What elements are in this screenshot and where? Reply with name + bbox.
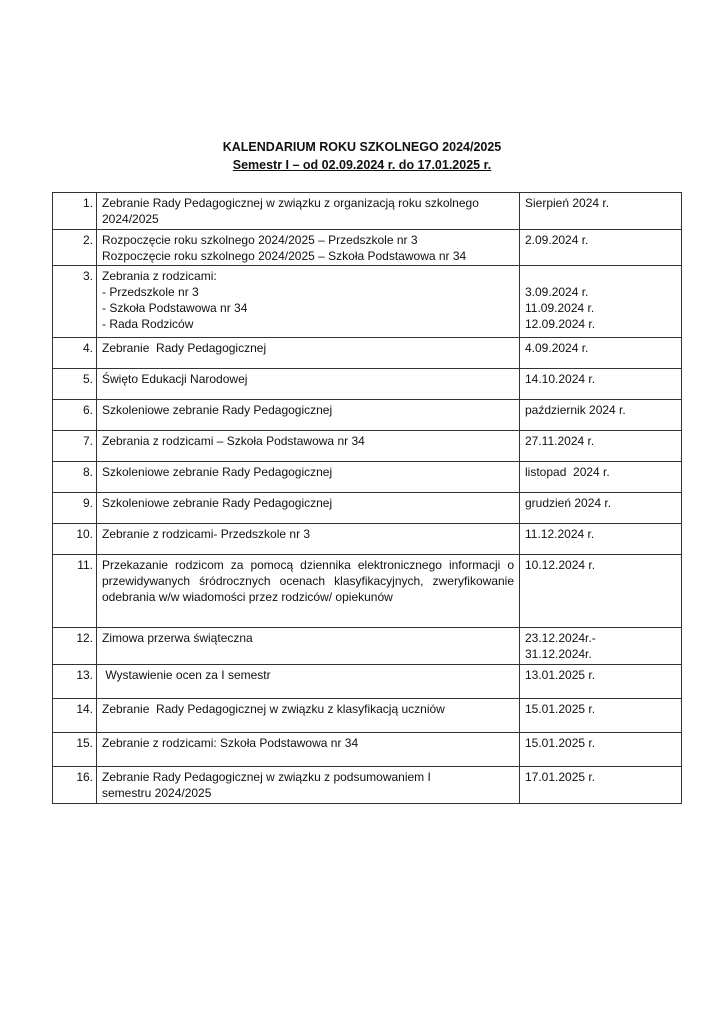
event-description <box>97 369 520 400</box>
event-date <box>520 230 682 266</box>
row-number: 8. <box>53 462 97 493</box>
table-row <box>53 193 682 230</box>
table-row <box>53 555 682 628</box>
event-description <box>97 665 520 699</box>
row-number: 1. <box>53 193 97 230</box>
event-date <box>520 767 682 804</box>
event-date <box>520 555 682 628</box>
event-date-line: 11.09.2024 r. <box>525 301 595 315</box>
event-description-line: Zebranie z rodzicami: Szkoła Podstawowa nr 34 <box>102 736 359 750</box>
table-row <box>53 266 682 338</box>
row-number: 12. <box>53 628 97 665</box>
row-number: 9. <box>53 493 97 524</box>
event-description <box>97 230 520 266</box>
event-date-line: 4.09.2024 r. <box>525 341 589 355</box>
event-date-line: 23.12.2024r.- <box>525 631 596 645</box>
event-description <box>97 338 520 369</box>
row-number: 13. <box>53 665 97 699</box>
event-description <box>97 193 520 230</box>
event-description-line: Święto Edukacji Narodowej <box>102 372 248 386</box>
table-row <box>53 462 682 493</box>
row-number: 16. <box>53 767 97 804</box>
row-number: 2. <box>53 230 97 266</box>
row-number: 6. <box>53 400 97 431</box>
event-description <box>97 266 520 338</box>
event-description-text: Przekazanie rodzicom za pomocą dziennika elektronicznego informacji o przewidywanych śródrocznych ocenach klasyfikacyjnych, zweryfikowanie odebrania w/w wiadomości przez rodziców/ opiekunów <box>102 558 514 604</box>
table-row <box>53 400 682 431</box>
event-description-line: Zebranie Rady Pedagogicznej <box>102 341 267 355</box>
event-description-line: semestru 2024/2025 <box>102 786 212 800</box>
event-date <box>520 699 682 733</box>
event-date <box>520 665 682 699</box>
event-description <box>97 431 520 462</box>
event-date <box>520 400 682 431</box>
table-row <box>53 733 682 767</box>
row-number: 3. <box>53 266 97 338</box>
table-row <box>53 230 682 266</box>
table-row <box>53 493 682 524</box>
event-description-line: - Przedszkole nr 3 <box>102 285 199 299</box>
event-description-line: Zebrania z rodzicami: <box>102 269 217 283</box>
row-number: 7. <box>53 431 97 462</box>
table-row <box>53 524 682 555</box>
event-date-line: 14.10.2024 r. <box>525 372 596 386</box>
event-date-line: październik 2024 r. <box>525 403 626 417</box>
table-row <box>53 699 682 733</box>
document-subtitle: Semestr I – od 02.09.2024 r. do 17.01.2025 r. <box>232 158 492 172</box>
event-date-line: 11.12.2024 r. <box>525 527 595 541</box>
event-description <box>97 493 520 524</box>
event-date <box>520 369 682 400</box>
event-date-line: Sierpień 2024 r. <box>525 196 610 210</box>
event-description-line: Zebranie Rady Pedagogicznej w związku z organizacją roku szkolnego <box>102 196 479 210</box>
event-description-line: Rozpoczęcie roku szkolnego 2024/2025 – Szkoła Podstawowa nr 34 <box>102 249 467 263</box>
event-description <box>97 400 520 431</box>
event-description <box>97 733 520 767</box>
event-date <box>520 431 682 462</box>
event-date <box>520 493 682 524</box>
row-number: 10. <box>53 524 97 555</box>
event-date-line <box>525 268 676 284</box>
event-description <box>97 462 520 493</box>
table-row <box>53 767 682 804</box>
event-date-line: 17.01.2025 r. <box>525 770 596 784</box>
table-row <box>53 665 682 699</box>
table-row <box>53 431 682 462</box>
row-number: 4. <box>53 338 97 369</box>
calendar-table-body <box>53 193 682 804</box>
event-description-line: Szkoleniowe zebranie Rady Pedagogicznej <box>102 465 333 479</box>
event-date <box>520 628 682 665</box>
event-description <box>97 767 520 804</box>
table-row <box>53 338 682 369</box>
document-title: KALENDARIUM ROKU SZKOLNEGO 2024/2025 <box>222 140 502 154</box>
event-description-line: - Rada Rodziców <box>102 317 194 331</box>
event-date-line: 3.09.2024 r. <box>525 285 589 299</box>
table-row <box>53 628 682 665</box>
event-date <box>520 733 682 767</box>
event-date <box>520 193 682 230</box>
event-description-line: Zebranie z rodzicami- Przedszkole nr 3 <box>102 527 311 541</box>
row-number: 5. <box>53 369 97 400</box>
event-date-line: 27.11.2024 r. <box>525 434 595 448</box>
event-description-line: Rozpoczęcie roku szkolnego 2024/2025 – Przedszkole nr 3 <box>102 233 418 247</box>
event-date <box>520 338 682 369</box>
event-description <box>97 628 520 665</box>
table-row <box>53 369 682 400</box>
event-date-line: grudzień 2024 r. <box>525 496 612 510</box>
row-number: 14. <box>53 699 97 733</box>
event-date-line: 2.09.2024 r. <box>525 233 589 247</box>
row-number: 11. <box>53 555 97 628</box>
event-date-line: 12.09.2024 r. <box>525 317 596 331</box>
calendar-table <box>52 192 682 804</box>
event-date-line: 31.12.2024r. <box>525 647 592 661</box>
row-number: 15. <box>53 733 97 767</box>
event-date-line: 15.01.2025 r. <box>525 736 596 750</box>
event-description-line: Wystawienie ocen za I semestr <box>102 668 271 682</box>
event-description-line: Zimowa przerwa świąteczna <box>102 631 253 645</box>
event-date <box>520 266 682 338</box>
event-date-line: 10.12.2024 r. <box>525 558 596 572</box>
event-description <box>97 524 520 555</box>
event-date-line: 13.01.2025 r. <box>525 668 596 682</box>
event-description-line: Zebrania z rodzicami – Szkoła Podstawowa nr 34 <box>102 434 365 448</box>
event-description-line: 2024/2025 <box>102 212 159 226</box>
event-description <box>97 699 520 733</box>
event-description-line: Szkoleniowe zebranie Rady Pedagogicznej <box>102 403 333 417</box>
event-date-line: listopad 2024 r. <box>525 465 610 479</box>
event-date <box>520 524 682 555</box>
event-description-line: - Szkoła Podstawowa nr 34 <box>102 301 248 315</box>
event-description-line: Zebranie Rady Pedagogicznej w związku z klasyfikacją uczniów <box>102 702 445 716</box>
event-description-line: Zebranie Rady Pedagogicznej w związku z podsumowaniem I <box>102 770 431 784</box>
event-description-line: Szkoleniowe zebranie Rady Pedagogicznej <box>102 496 333 510</box>
event-description <box>97 555 520 628</box>
event-date <box>520 462 682 493</box>
event-date-line: 15.01.2025 r. <box>525 702 596 716</box>
